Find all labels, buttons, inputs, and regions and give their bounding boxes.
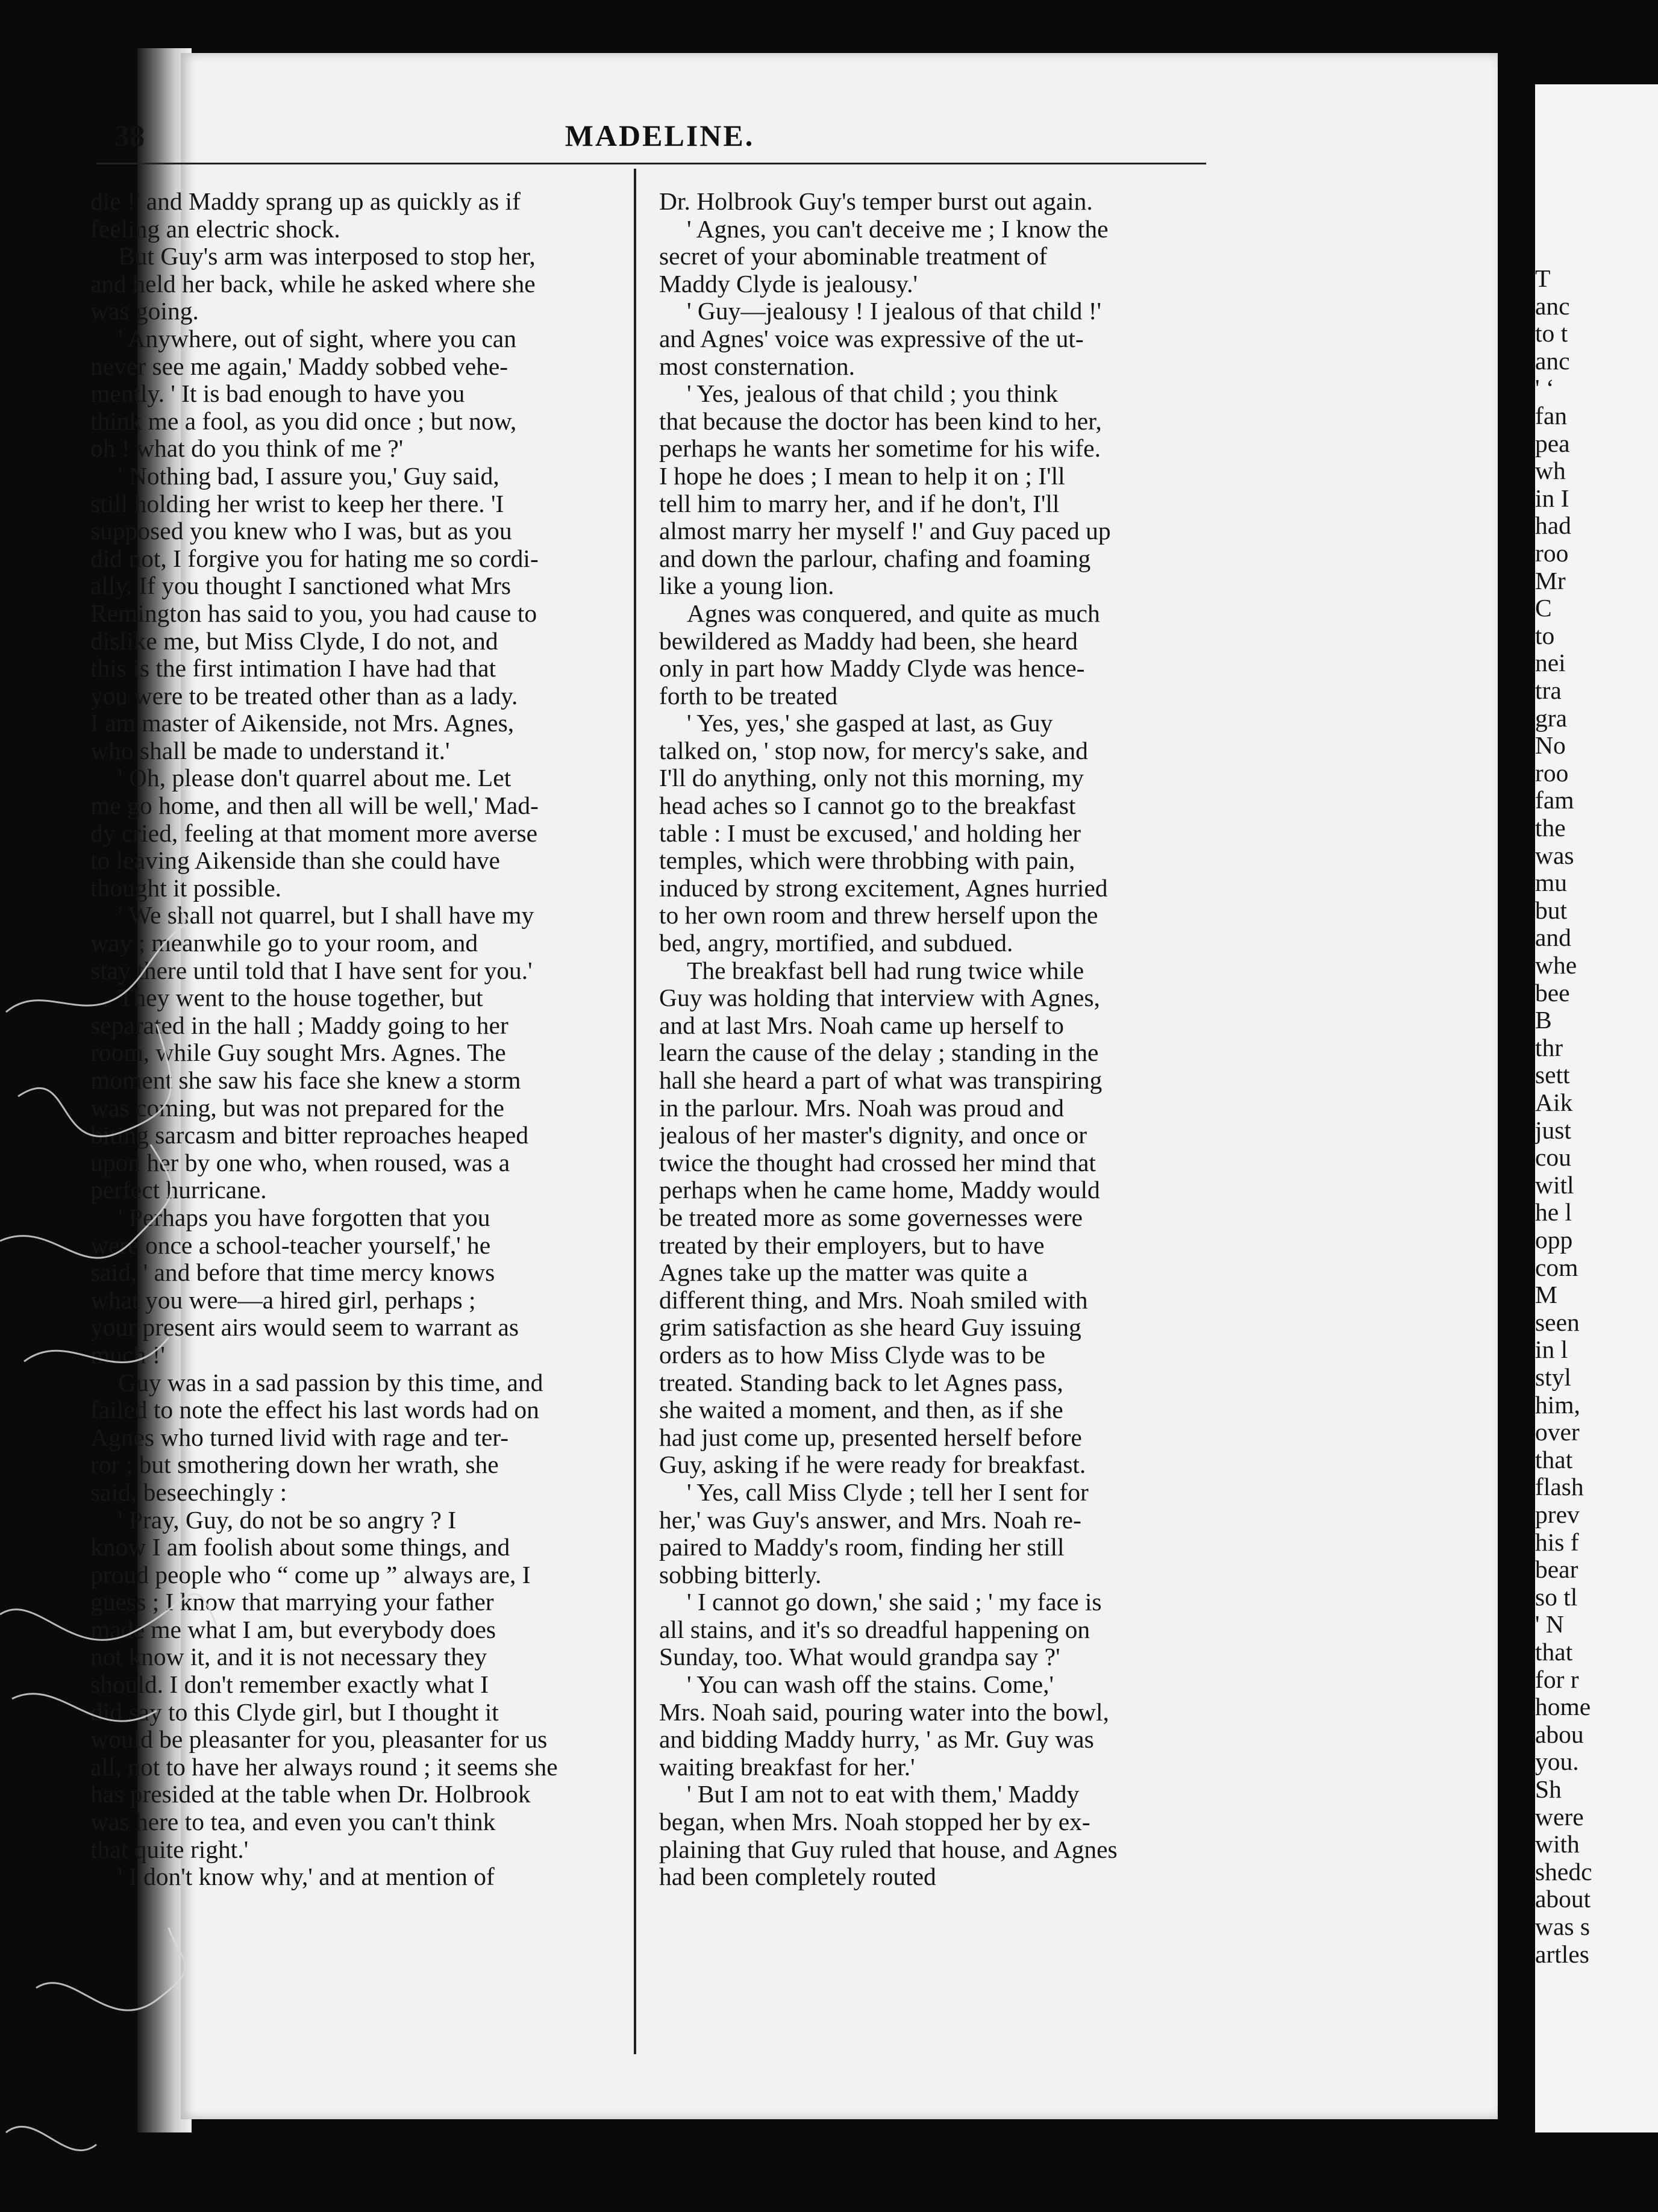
text-line: separated in the hall ; Maddy going to her [90, 1011, 508, 1039]
text-line: Maddy Clyde is jealousy.' [659, 270, 918, 298]
text-line: ' Agnes, you can't deceive me ; I know the [687, 215, 1109, 243]
text-line: ' Yes, jealous of that child ; you think [687, 380, 1059, 408]
text-line: she waited a moment, and then, as if she [659, 1396, 1063, 1424]
text-line: tell him to marry her, and if he don't, I'll [659, 490, 1060, 517]
next-page-text-fragment: anc [1535, 346, 1570, 375]
next-page-text-fragment: gra [1535, 704, 1567, 732]
text-line: paired to Maddy's room, finding her still [659, 1534, 1065, 1561]
text-line: bed, angry, mortified, and subdued. [659, 929, 1013, 957]
book-page-right-partial [1535, 84, 1658, 2132]
text-line: grim satisfaction as she heard Guy issuing [659, 1314, 1081, 1342]
text-line: would be pleasanter for you, pleasanter for us [90, 1726, 548, 1754]
text-line: to her own room and threw herself upon the [659, 902, 1098, 929]
text-line: The breakfast bell had rung twice while [687, 957, 1084, 984]
text-line: secret of your abominable treatment of [659, 243, 1048, 270]
next-page-text-fragment: anc [1535, 292, 1570, 320]
text-line: ' I cannot go down,' she said ; ' my face is [687, 1589, 1102, 1616]
next-page-text-fragment: seen [1535, 1308, 1580, 1336]
text-line: made me what I am, but everybody does [90, 1616, 496, 1643]
next-page-text-fragment: Aik [1535, 1089, 1573, 1116]
text-line: and bidding Maddy hurry, ' as Mr. Guy was [659, 1726, 1094, 1754]
text-line: temples, which were throbbing with pain, [659, 847, 1075, 875]
text-line: ' Yes, yes,' she gasped at last, as Guy [687, 710, 1053, 737]
next-page-text-fragment: opp [1535, 1226, 1573, 1254]
text-line: still holding her wrist to keep her there. 'I [90, 490, 504, 517]
text-line: plaining that Guy ruled that house, and Agnes [659, 1836, 1118, 1863]
next-page-text-fragment: bear [1535, 1555, 1578, 1584]
next-page-text-fragment: thr [1535, 1033, 1563, 1061]
next-page-text-fragment: flash [1535, 1473, 1584, 1501]
text-line: room, while Guy sought Mrs. Agnes. The [90, 1039, 506, 1067]
text-line: Dr. Holbrook Guy's temper burst out again. [659, 188, 1093, 215]
next-page-text-fragment: that [1535, 1638, 1573, 1666]
next-page-text-fragment: abou [1535, 1720, 1584, 1748]
text-line: began, when Mrs. Noah stopped her by ex- [659, 1808, 1090, 1836]
text-line: think me a fool, as you did once ; but now, [90, 407, 517, 435]
next-page-text-fragment: with [1535, 1830, 1580, 1858]
page-header [114, 118, 1205, 160]
next-page-text-fragment: to t [1535, 319, 1568, 348]
next-page-text-fragment: was [1535, 841, 1574, 869]
text-line: not know it, and it is not necessary they [90, 1643, 487, 1671]
column-divider [634, 169, 636, 2054]
next-page-text-fragment: B [1535, 1006, 1552, 1034]
text-line: said, ' and before that time mercy knows [90, 1259, 495, 1287]
text-line: perhaps when he came home, Maddy would [659, 1176, 1100, 1204]
next-page-text-fragment: about [1535, 1885, 1591, 1913]
next-page-text-fragment: had [1535, 511, 1571, 540]
text-line: perfect hurricane. [90, 1176, 267, 1204]
text-line: did say to this Clyde girl, but I thought it [90, 1698, 499, 1726]
next-page-text-fragment: shedc [1535, 1857, 1592, 1886]
text-line: different thing, and Mrs. Noah smiled with [659, 1286, 1088, 1314]
next-page-text-fragment: just [1535, 1116, 1571, 1144]
text-line: who shall be made to understand it.' [90, 737, 450, 764]
text-line: and at last Mrs. Noah came up herself to [659, 1011, 1064, 1039]
text-line: perhaps he wants her sometime for his wife. [659, 435, 1101, 463]
text-line: Agnes who turned livid with rage and ter- [90, 1423, 509, 1451]
text-line: table : I must be excused,' and holding her [659, 819, 1081, 847]
text-line: upon her by one who, when roused, was a [90, 1149, 510, 1176]
text-line: guess ; I know that marrying your father [90, 1589, 494, 1616]
text-line: all, not to have her always round ; it seems she [90, 1753, 558, 1781]
paper-fiber-debris [0, 904, 361, 2211]
text-line: ' But I am not to eat with them,' Maddy [687, 1781, 1080, 1808]
text-line: thought it possible. [90, 874, 282, 902]
text-line: me go home, and then all will be well,' Mad- [90, 792, 539, 820]
text-line: has presided at the table when Dr. Holbrook [90, 1781, 531, 1808]
text-line: proud people who “ come up ” always are, I [90, 1561, 531, 1589]
next-page-text-fragment: nei [1535, 649, 1566, 677]
next-page-text-fragment: was s [1535, 1913, 1591, 1940]
text-line: almost marry her myself !' and Guy paced up [659, 517, 1111, 545]
text-line: They went to the house together, but [118, 984, 483, 1012]
text-line: sobbing bitterly. [659, 1561, 822, 1589]
text-line: I hope he does ; I mean to help it on ; I'll [659, 462, 1065, 490]
text-line: did not, I forgive you for hating me so cordi- [90, 545, 539, 572]
running-title: MADELINE. [565, 119, 755, 152]
next-page-text-fragment: cou [1535, 1143, 1571, 1172]
text-line: ' I don't know why,' and at mention of [118, 1863, 495, 1891]
text-line: Agnes was conquered, and quite as much [687, 599, 1100, 627]
next-page-text-fragment: No [1535, 731, 1566, 760]
text-line: your present airs would seem to warrant as [90, 1314, 519, 1342]
text-line: was here to tea, and even you can't think [90, 1808, 496, 1836]
text-line: failed to note the effect his last words had on [90, 1396, 539, 1424]
text-line: stay there until told that I have sent for you.' [90, 957, 533, 984]
next-page-text-fragment: over [1535, 1418, 1580, 1446]
text-line: what you were—a hired girl, perhaps ; [90, 1286, 476, 1314]
text-line: said, beseechingly : [90, 1478, 287, 1506]
text-line: ' Anywhere, out of sight, where you can [118, 325, 516, 352]
text-line: and Agnes' voice was expressive of the ut- [659, 325, 1084, 352]
text-line: learn the cause of the delay ; standing in the [659, 1039, 1099, 1067]
text-line: ' Yes, call Miss Clyde ; tell her I sent for [687, 1478, 1089, 1506]
next-page-text-fragment: so tl [1535, 1582, 1578, 1611]
text-line: had been completely routed [659, 1863, 936, 1891]
text-line: to leaving Aikenside than she could have [90, 847, 500, 875]
next-page-text-fragment: artles [1535, 1940, 1589, 1968]
next-page-text-fragment: his f [1535, 1528, 1579, 1556]
text-line: that because the doctor has been kind to her, [659, 407, 1102, 435]
next-page-text-fragment: pea [1535, 429, 1570, 457]
text-line: you were to be treated other than as a lady. [90, 682, 518, 710]
text-line: die !' and Maddy sprang up as quickly as if [90, 188, 521, 215]
next-page-text-fragment: for r [1535, 1665, 1579, 1693]
text-line: waiting breakfast for her.' [659, 1753, 915, 1781]
text-line: like a young lion. [659, 572, 834, 600]
text-line: ' We shall not quarrel, but I shall have my [118, 902, 534, 929]
next-page-text-fragment: com [1535, 1253, 1578, 1281]
text-line: Mrs. Noah said, pouring water into the bowl, [659, 1698, 1109, 1726]
text-line: Guy was holding that interview with Agnes, [659, 984, 1100, 1012]
text-line: treated by their employers, but to have [659, 1231, 1045, 1259]
text-column-right [659, 188, 1201, 1891]
text-line: ' Pray, Guy, do not be so angry ? I [118, 1506, 457, 1534]
next-page-text-fragment: witl [1535, 1170, 1574, 1199]
text-line: in the parlour. Mrs. Noah was proud and [659, 1094, 1064, 1122]
page-number: 38 [114, 119, 145, 152]
text-line: Agnes take up the matter was quite a [659, 1259, 1028, 1287]
next-page-text-fragment: roo [1535, 758, 1569, 787]
text-line: jealous of her master's dignity, and once or [659, 1122, 1087, 1149]
text-line: bewildered as Maddy had been, she heard [659, 627, 1078, 655]
text-line: should. I don't remember exactly what I [90, 1671, 489, 1699]
text-line: talked on, ' stop now, for mercy's sake, and [659, 737, 1088, 764]
text-line: that quite right.' [90, 1836, 249, 1863]
next-page-text-fragment: home [1535, 1693, 1591, 1721]
text-line: hall she heard a part of what was transpiring [659, 1067, 1103, 1094]
next-page-text-fragment: Sh [1535, 1775, 1562, 1803]
text-line: dy cried, feeling at that moment more averse [90, 819, 538, 847]
text-line: twice the thought had crossed her mind that [659, 1149, 1096, 1176]
text-line: moment she saw his face she knew a storm [90, 1067, 521, 1094]
next-page-text-fragment: were [1535, 1802, 1584, 1831]
text-line: Remington has said to you, you had cause to [90, 599, 537, 627]
text-line: never see me again,' Maddy sobbed vehe- [90, 352, 508, 380]
text-line: know I am foolish about some things, and [90, 1534, 510, 1561]
next-page-text-fragment: fan [1535, 402, 1567, 430]
text-line: her,' was Guy's answer, and Mrs. Noah re- [659, 1506, 1081, 1534]
next-page-text-fragment: prev [1535, 1501, 1580, 1528]
next-page-text-fragment: he l [1535, 1198, 1572, 1226]
next-page-text-fragment: ' N [1535, 1610, 1564, 1639]
text-line: much !' [90, 1341, 165, 1369]
next-page-text-fragment: the [1535, 814, 1566, 842]
text-line: be treated more as some governesses were [659, 1204, 1083, 1231]
next-page-text-fragment: mu [1535, 869, 1568, 897]
text-line: Guy was in a sad passion by this time, and [118, 1369, 543, 1396]
next-page-text-fragment: to [1535, 621, 1555, 649]
text-line: ' You can wash off the stains. Come,' [687, 1671, 1054, 1699]
text-line: treated. Standing back to let Agnes pass, [659, 1369, 1063, 1396]
next-page-text-fragment: T [1535, 264, 1551, 292]
text-line: mently. ' It is bad enough to have you [90, 380, 465, 408]
text-line: was coming, but was not prepared for the [90, 1094, 504, 1122]
next-page-text-fragment: styl [1535, 1363, 1571, 1391]
next-page-text-fragment: wh [1535, 457, 1566, 485]
next-page-text-fragment: that [1535, 1445, 1573, 1473]
text-line: supposed you knew who I was, but as you [90, 517, 512, 545]
next-page-text-fragment: you. [1535, 1748, 1579, 1776]
text-line: and down the parlour, chafing and foaming [659, 545, 1091, 572]
text-line: had just come up, presented herself before [659, 1423, 1082, 1451]
text-line: orders as to how Miss Clyde was to be [659, 1341, 1045, 1369]
next-page-text-fragment: ' ‘ [1535, 374, 1554, 402]
text-line: only in part how Maddy Clyde was hence- [659, 655, 1085, 683]
text-line: But Guy's arm was interposed to stop her, [118, 243, 536, 270]
text-line: were once a school-teacher yourself,' he [90, 1231, 491, 1259]
text-line: way ; meanwhile go to your room, and [90, 929, 478, 957]
text-line: feeling an electric shock. [90, 215, 340, 243]
next-page-text-fragment: Mr [1535, 566, 1566, 595]
next-page-text-fragment: bee [1535, 978, 1570, 1007]
next-page-text-fragment: C [1535, 594, 1552, 622]
next-page-text-fragment: fam [1535, 786, 1574, 814]
text-line: dislike me, but Miss Clyde, I do not, and [90, 627, 498, 655]
text-line: ' Guy—jealousy ! I jealous of that child !' [687, 298, 1102, 325]
text-line: ' Nothing bad, I assure you,' Guy said, [118, 462, 499, 490]
text-line: was going. [90, 298, 199, 325]
next-page-text-fragment: in l [1535, 1336, 1568, 1364]
text-line: ally. If you thought I sanctioned what Mrs [90, 572, 511, 600]
next-page-text-fragment: him, [1535, 1390, 1580, 1419]
next-page-text-fragment: tra [1535, 676, 1562, 704]
text-line: Guy, asking if he were ready for breakfast. [659, 1451, 1086, 1479]
text-line: all stains, and it's so dreadful happening on [659, 1616, 1090, 1643]
header-rule [96, 163, 1206, 164]
next-page-text-fragment: roo [1535, 539, 1569, 567]
text-line: and held her back, while he asked where she [90, 270, 536, 298]
next-page-text-fragment: sett [1535, 1061, 1570, 1089]
text-line: most consternation. [659, 352, 856, 380]
text-line: forth to be treated [659, 682, 838, 710]
text-line: I am master of Aikenside, not Mrs. Agnes, [90, 710, 515, 737]
text-line: ror ; but smothering down her wrath, she [90, 1451, 499, 1479]
next-page-text-fragment: but [1535, 896, 1568, 924]
text-line: head aches so I cannot go to the breakfast [659, 792, 1076, 820]
text-line: I'll do anything, only not this morning, my [659, 764, 1084, 792]
text-line: this is the first intimation I have had that [90, 655, 496, 683]
text-line: oh ! what do you think of me ?' [90, 435, 404, 463]
next-page-text-fragment: whe [1535, 951, 1577, 979]
text-line: ' Perhaps you have forgotten that you [118, 1204, 490, 1231]
text-line: induced by strong excitement, Agnes hurried [659, 874, 1108, 902]
next-page-text-fragment: in I [1535, 484, 1569, 512]
text-line: Sunday, too. What would grandpa say ?' [659, 1643, 1060, 1671]
next-page-text-fragment: M [1535, 1281, 1557, 1309]
text-line: biting sarcasm and bitter reproaches heaped [90, 1122, 529, 1149]
next-page-text-fragment: and [1535, 923, 1571, 952]
text-line: ' Oh, please don't quarrel about me. Let [118, 764, 511, 792]
